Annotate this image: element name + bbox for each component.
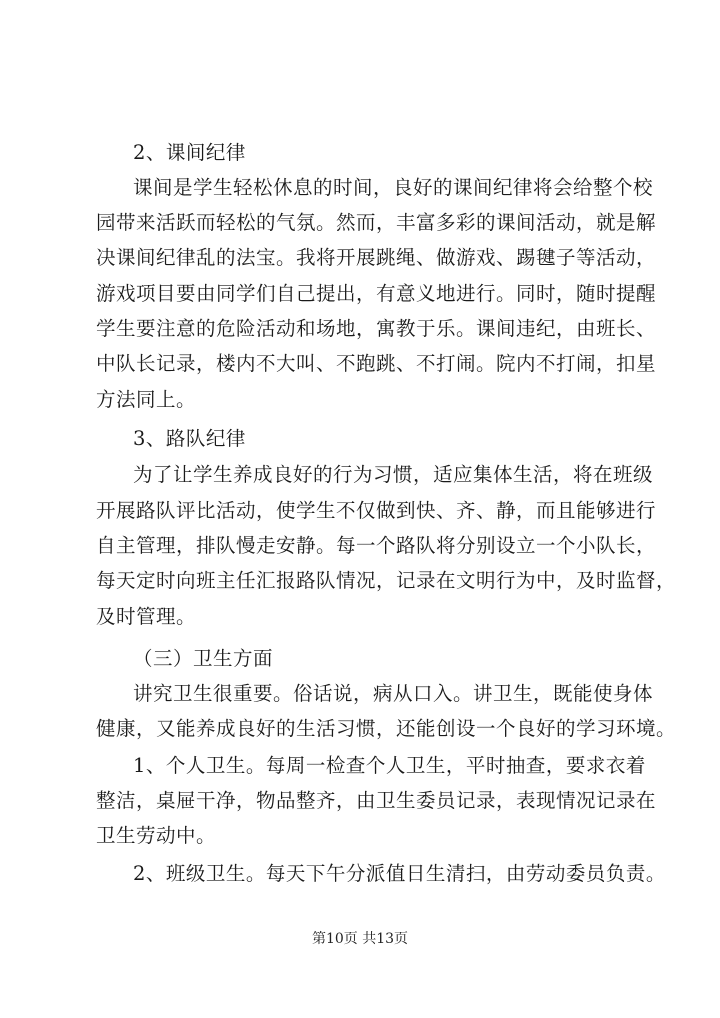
paragraph-line: 决课间纪律乱的法宝。我将开展跳绳、做游戏、踢毽子等活动， [96,246,657,269]
paragraph-line: 园带来活跃而轻松的气氛。然而，丰富多彩的课间活动，就是解 [96,211,657,234]
paragraph-line: 游戏项目要由同学们自己提出，有意义地进行。同时，随时提醒 [96,282,657,305]
paragraph-line: 2、班级卫生。每天下午分派值日生清扫，由劳动委员负责。 [133,862,666,885]
section-heading-recess-discipline: 2、课间纪律 [133,141,246,164]
paragraph-line: 整洁，桌屉干净，物品整齐，由卫生委员记录，表现情况记录在 [96,789,657,812]
paragraph-line: 课间是学生轻松休息的时间，良好的课间纪律将会给整个校 [133,176,654,199]
paragraph-line: 讲究卫生很重要。俗话说，病从口入。讲卫生，既能使身体 [133,682,654,705]
page-number-footer: 第10页 共13页 [311,931,409,947]
paragraph-line: 1、个人卫生。每周一检查个人卫生，平时抽查，要求衣着 [133,754,646,777]
paragraph-line: 方法同上。 [96,388,197,411]
paragraph-line: 为了让学生养成良好的行为习惯，适应集体生活，将在班级 [133,463,654,486]
section-heading-hygiene: （三）卫生方面 [133,647,274,670]
section-heading-queue-discipline: 3、路队纪律 [133,427,246,450]
paragraph-line: 健康，又能养成良好的生活习惯，还能创设一个良好的学习环境。 [96,717,677,740]
paragraph-line: 卫生劳动中。 [96,824,217,847]
paragraph-line: 中队长记录，楼内不大叫、不跑跳、不打闹。院内不打闹，扣星 [96,352,657,375]
paragraph-line: 每天定时向班主任汇报路队情况，记录在文明行为中，及时监督， [96,569,677,592]
paragraph-line: 开展路队评比活动，使学生不仅做到快、齐、静，而且能够进行 [96,499,657,522]
paragraph-line: 及时管理。 [96,605,197,628]
paragraph-line: 自主管理，排队慢走安静。每一个路队将分别设立一个小队长， [96,534,657,557]
paragraph-line: 学生要注意的危险活动和场地，寓教于乐。课间违纪，由班长、 [96,317,657,340]
